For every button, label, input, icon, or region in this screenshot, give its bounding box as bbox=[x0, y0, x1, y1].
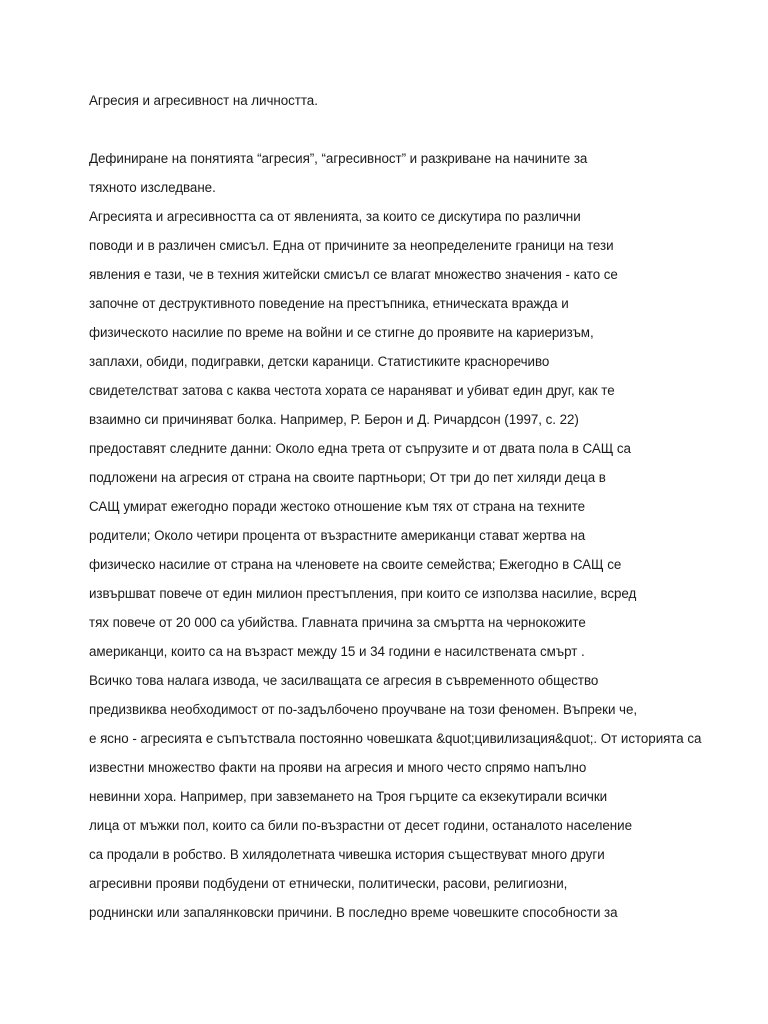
text-line: свидетелстват затова с каква честота хората се нараняват и убиват един друг, как те bbox=[89, 383, 615, 398]
text-line: роднински или запалянковски причини. В последно време човешките способности за bbox=[89, 905, 618, 920]
text-line: започне от деструктивното поведение на престъпника, етническата вражда и bbox=[89, 296, 569, 311]
text-line: известни множество факти на прояви на агресия и много често спрямо напълно bbox=[89, 760, 587, 775]
document-title: Агресия и агресивност на личността. bbox=[89, 93, 318, 108]
text-line: е ясно - агресията е съпътствала постоянно човешката &quot;цивилизация&quot;. От историята са bbox=[89, 731, 702, 746]
text-line: подложени на агресия от страна на своите партньори; От три до пет хиляди деца в bbox=[89, 470, 606, 485]
text-line: физическото насилие по време на войни и се стигне до проявите на кариеризъм, bbox=[89, 325, 594, 340]
text-line: американци, които са на възраст между 15 и 34 години е насилствената смърт . bbox=[89, 644, 585, 659]
text-line: родители; Около четири процента от възрастните американци стават жертва на bbox=[89, 528, 586, 543]
text-line: Дефиниране на понятията “агресия”, “агресивност” и разкриване на начините за bbox=[89, 151, 588, 166]
text-line: извършват повече от един милион престъпления, при които се използва насилие, всред bbox=[89, 586, 637, 601]
text-line: заплахи, обиди, подигравки, детски караници. Статистиките красноречиво bbox=[89, 354, 550, 369]
text-line: САЩ умират ежегодно поради жестоко отношение към тях от страна на техните bbox=[89, 499, 586, 514]
text-line: поводи и в различен смисъл. Една от причините за неопределените граници на тези bbox=[89, 238, 614, 253]
text-line: явления е тази, че в техния житейски смисъл се влагат множество значения - като се bbox=[89, 267, 618, 282]
text-line: взаимно си причиняват болка. Например, Р. Берон и Д. Ричардсон (1997, с. 22) bbox=[89, 412, 579, 427]
text-line: тях повече от 20 000 са убийства. Главната причина за смъртта на чернокожите bbox=[89, 615, 586, 630]
text-line: са продали в робство. В хилядолетната чивешка история съществуват много други bbox=[89, 847, 605, 862]
text-line: предоставят следните данни: Около една трета от съпрузите и от двата пола в САЩ са bbox=[89, 441, 631, 456]
text-line: Агресията и агресивността са от явленията, за които се дискутира по различни bbox=[89, 209, 581, 224]
text-line: предизвиква необходимост от по-задълбочено проучване на този феномен. Въпреки че, bbox=[89, 702, 638, 717]
text-line: агресивни прояви подбудени от етнически, политически, расови, религиозни, bbox=[89, 876, 568, 891]
text-line: тяхното изследване. bbox=[89, 180, 216, 195]
text-line: невинни хора. Например, при завземането на Троя гърците са екзекутирали всички bbox=[89, 789, 608, 804]
text-line: лица от мъжки пол, които са били по-възрастни от десет години, останалото население bbox=[89, 818, 632, 833]
text-line: физическо насилие от страна на членовете на своите семейства; Ежегодно в САЩ се bbox=[89, 557, 622, 572]
text-line: Всичко това налага извода, че засилващата се агресия в съвременното общество bbox=[89, 673, 599, 688]
